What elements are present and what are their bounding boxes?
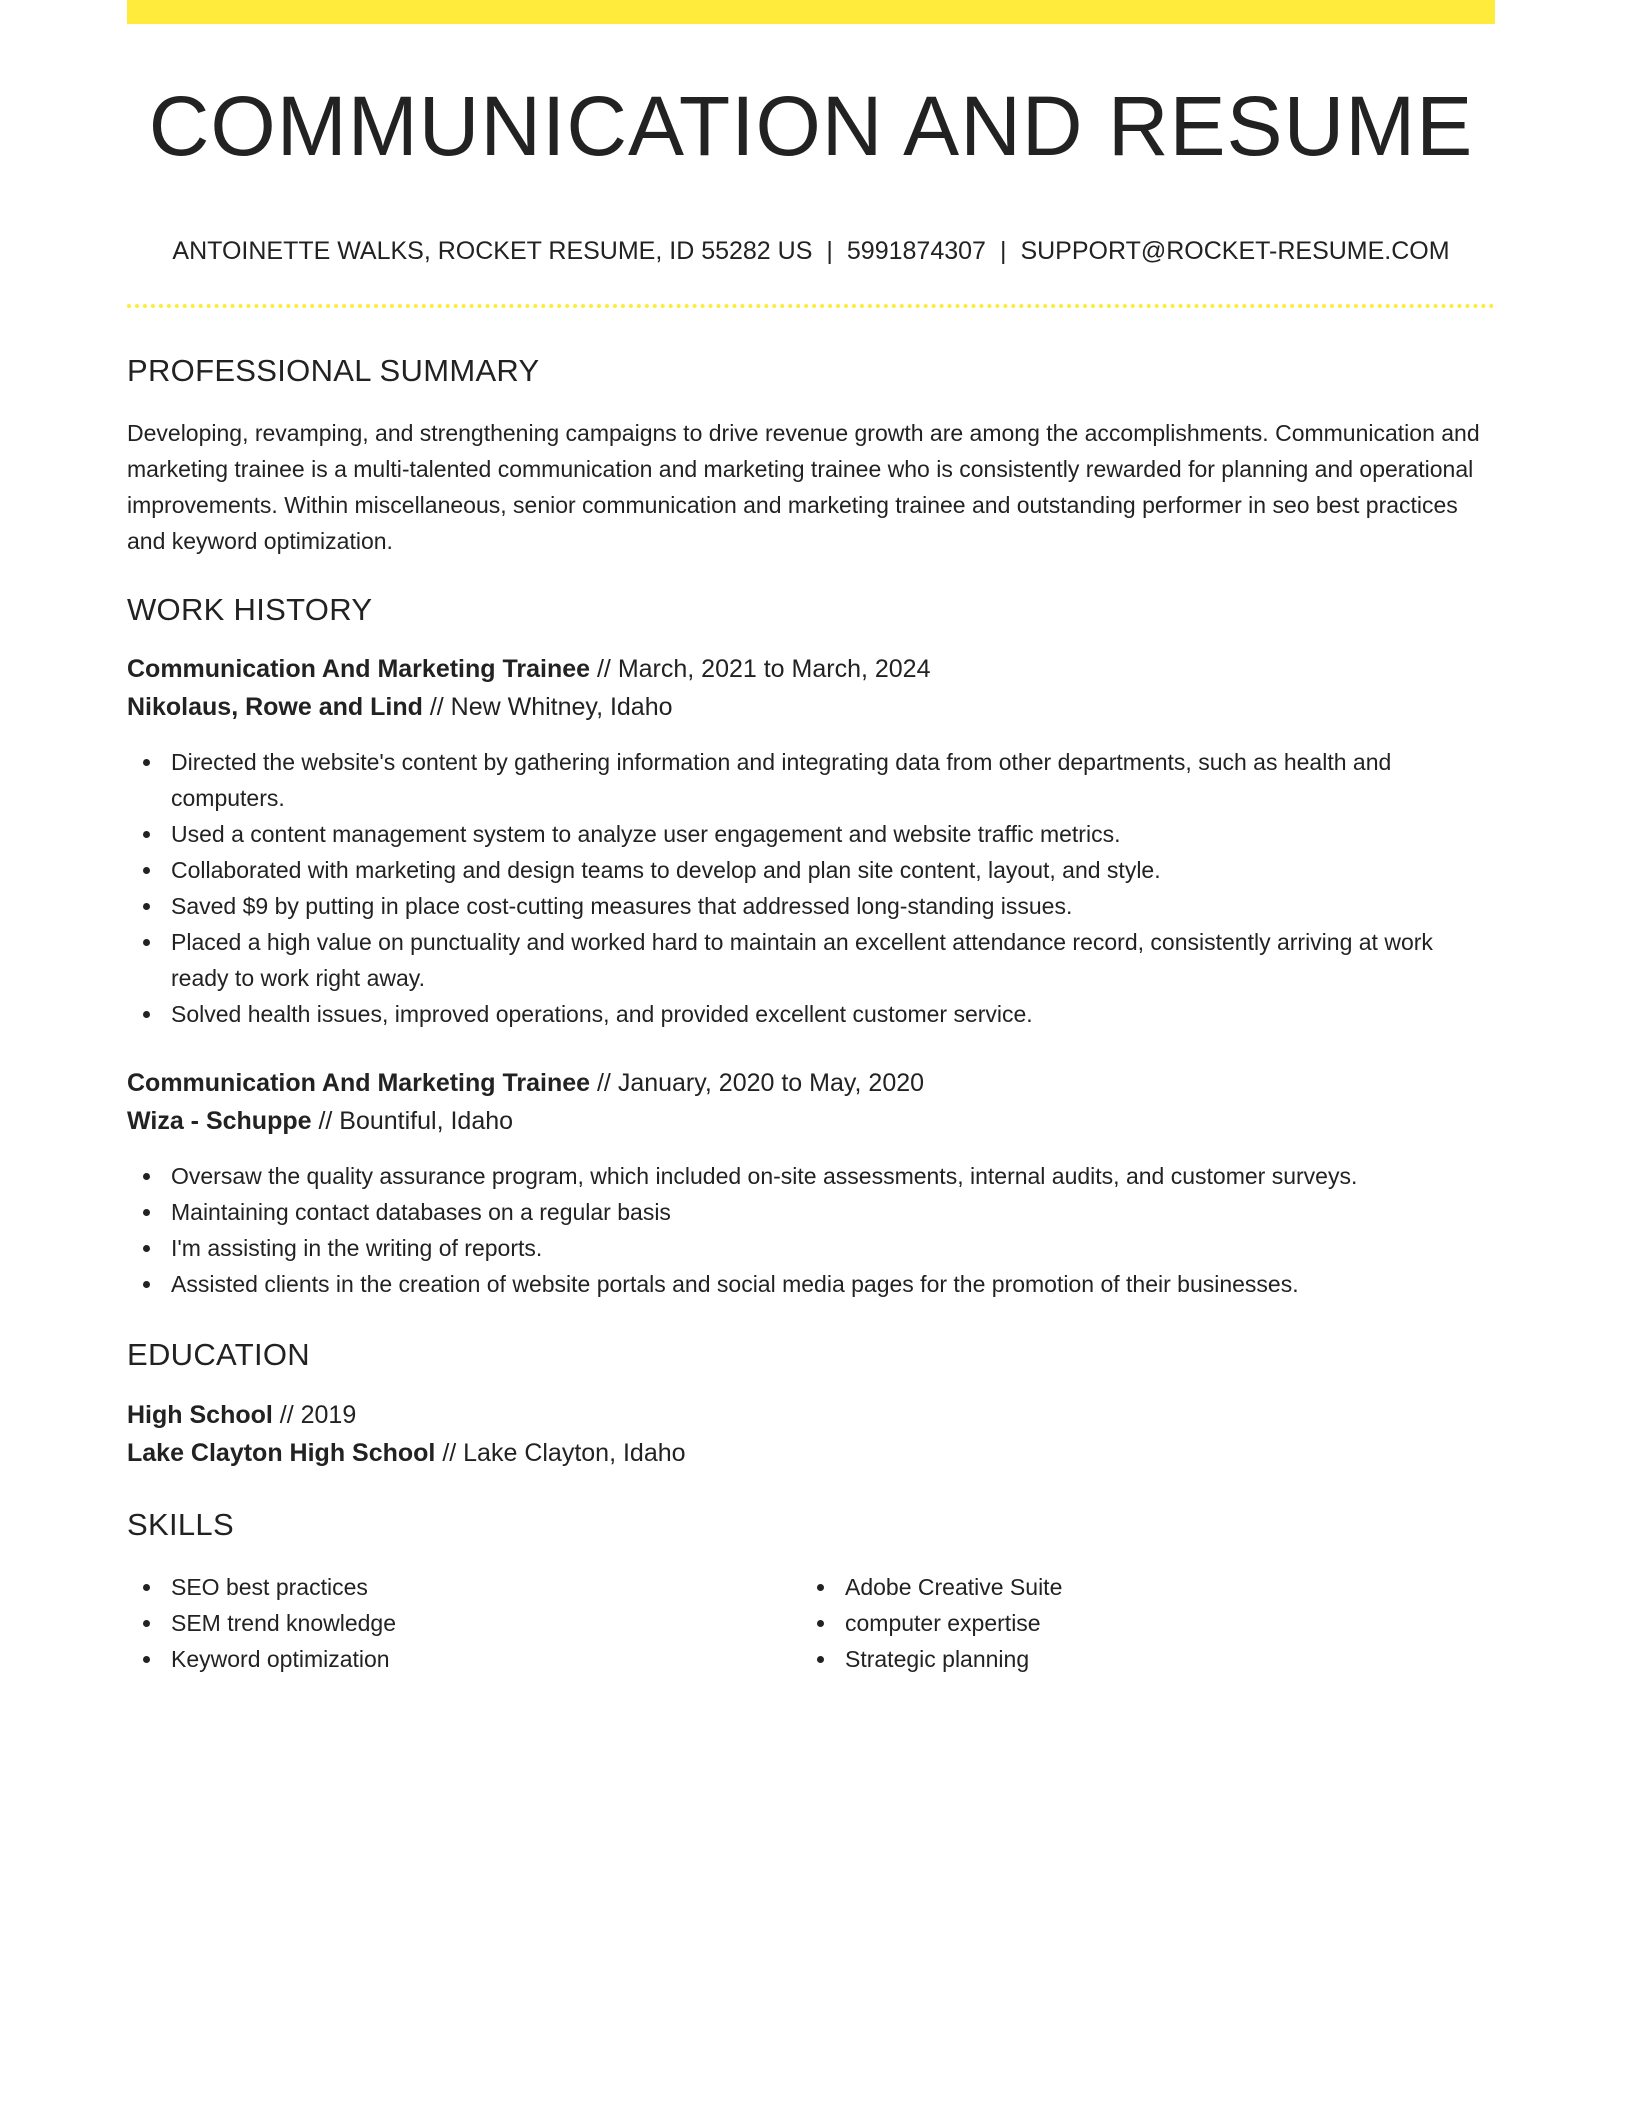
summary-heading: PROFESSIONAL SUMMARY — [127, 353, 540, 388]
list-item: I'm assisting in the writing of reports. — [127, 1230, 1495, 1266]
skill-item: computer expertise — [801, 1605, 1475, 1641]
list-item: Saved $9 by putting in place cost-cutting measures that addressed long-standing issues. — [127, 888, 1495, 924]
skills-grid — [127, 1569, 1495, 1677]
skill-item: Keyword optimization — [127, 1641, 801, 1677]
resume-title: COMMUNICATION AND RESUME — [148, 79, 1474, 173]
job-location: // Bountiful, Idaho — [311, 1107, 514, 1136]
contact-address: ANTOINETTE WALKS, ROCKET RESUME, ID 55282 US — [172, 237, 813, 265]
list-item: Assisted clients in the creation of website portals and social media pages for the promotion of their businesses. — [127, 1266, 1495, 1302]
contact-separator: | — [999, 237, 1007, 265]
contact-line — [127, 236, 1495, 266]
list-item: Directed the website's content by gathering information and integrating data from other departments, such as health and computers. — [127, 744, 1495, 816]
resume-page — [127, 0, 1495, 1677]
skill-item: Adobe Creative Suite — [801, 1569, 1475, 1605]
job-location: // New Whitney, Idaho — [422, 693, 673, 722]
skills-column-right — [801, 1569, 1475, 1677]
contact-email: SUPPORT@ROCKET-RESUME.COM — [1020, 237, 1450, 265]
job-company: Wiza - Schuppe — [127, 1107, 312, 1136]
job-title-line — [127, 650, 1495, 688]
job-company-line — [127, 688, 1495, 726]
job-bullets — [127, 744, 1495, 1032]
education-degree: High School — [127, 1400, 273, 1429]
job-company: Nikolaus, Rowe and Lind — [127, 693, 423, 722]
job-dates: // January, 2020 to May, 2020 — [590, 1069, 925, 1098]
education-year: // 2019 — [272, 1400, 357, 1429]
list-item: Maintaining contact databases on a regular basis — [127, 1194, 1495, 1230]
dotted-divider — [127, 304, 1495, 308]
work-history-heading: WORK HISTORY — [127, 592, 373, 628]
skill-item: SEM trend knowledge — [127, 1605, 801, 1641]
skill-item: SEO best practices — [127, 1569, 801, 1605]
job-title: Communication And Marketing Trainee — [127, 1069, 591, 1098]
accent-bar — [127, 0, 1495, 24]
list-item: Placed a high value on punctuality and worked hard to maintain an excellent attendance record, consistently arriving at work ready to work right away. — [127, 924, 1495, 996]
skills-heading: SKILLS — [127, 1506, 234, 1542]
job-bullets — [127, 1158, 1495, 1302]
skill-item: Strategic planning — [801, 1641, 1475, 1677]
list-item: Used a content management system to analyze user engagement and website traffic metrics. — [127, 816, 1495, 852]
job-dates: // March, 2021 to March, 2024 — [590, 655, 931, 684]
summary-text: Developing, revamping, and strengthening campaigns to drive revenue growth are among the accomplishments. Communication and marketing trainee is a multi-talented communication and marketing trainee who is consistently rewarded for planning and operational improvements. Within miscellaneous, senior communication and marketing trainee and outstanding performer in seo best practices and keyword optimization. — [127, 420, 1480, 555]
list-item: Collaborated with marketing and design teams to develop and plan site content, layout, and style. — [127, 852, 1495, 888]
contact-separator: | — [826, 237, 833, 265]
job-company-line — [127, 1102, 1495, 1140]
contact-phone: 5991874307 — [846, 237, 986, 265]
skills-column-left — [127, 1569, 801, 1677]
education-heading: EDUCATION — [127, 1337, 310, 1373]
education-school: Lake Clayton High School — [127, 1438, 436, 1467]
education-degree-line — [127, 1396, 1495, 1434]
job-title-line — [127, 1064, 1495, 1102]
education-location: // Lake Clayton, Idaho — [435, 1438, 686, 1467]
job-entry — [127, 1064, 1495, 1302]
education-school-line — [127, 1434, 1495, 1472]
job-title: Communication And Marketing Trainee — [127, 655, 591, 684]
list-item: Solved health issues, improved operations, and provided excellent customer service. — [127, 996, 1495, 1032]
list-item: Oversaw the quality assurance program, which included on-site assessments, internal audits, and customer surveys. — [127, 1158, 1495, 1194]
job-entry — [127, 650, 1495, 1032]
